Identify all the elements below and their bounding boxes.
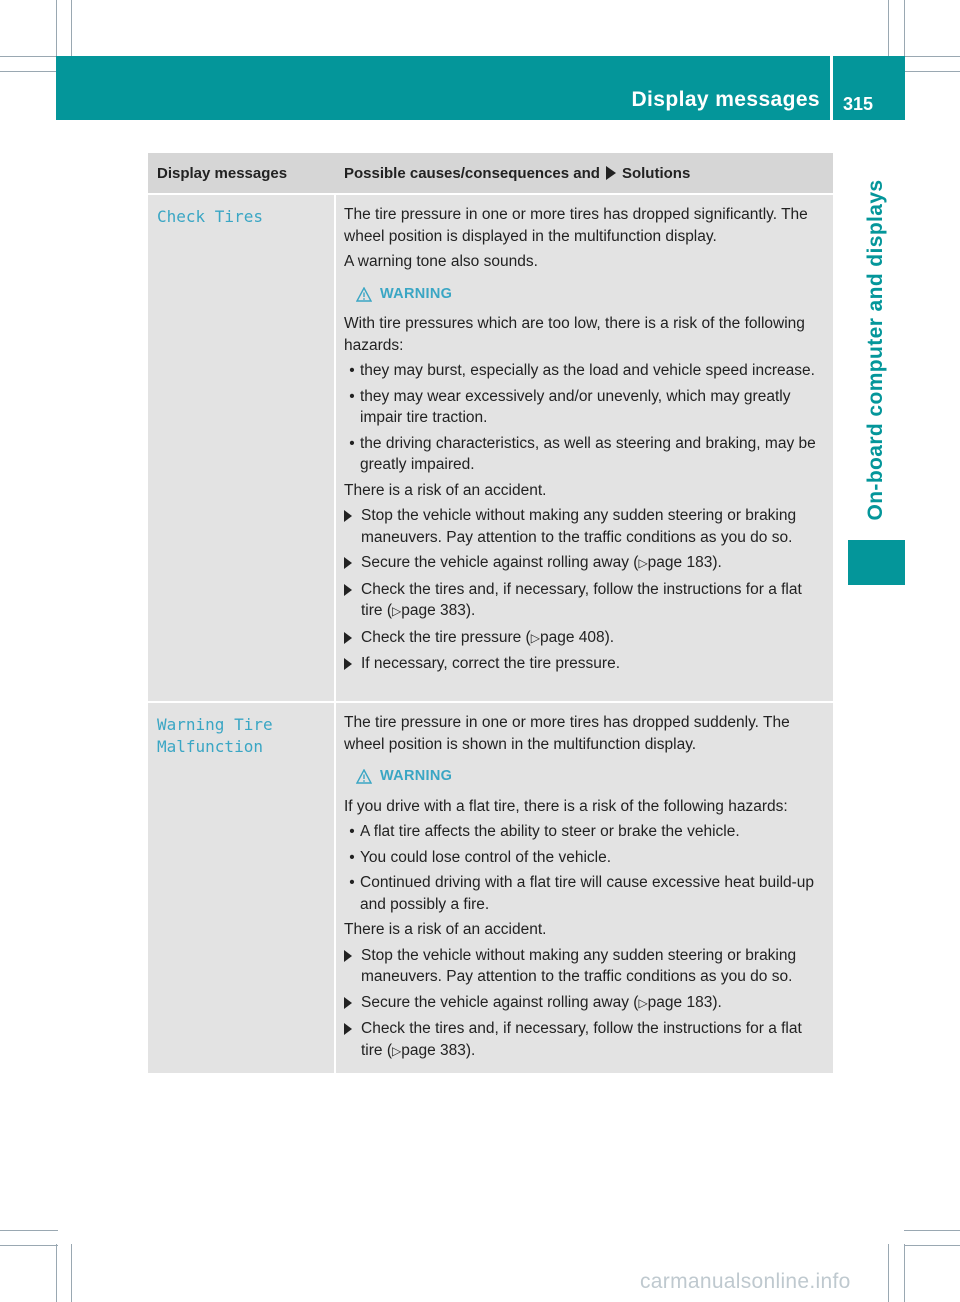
display-message-line: Warning Tire [157, 715, 273, 734]
step-arrow-icon [344, 627, 361, 650]
warning-triangle-icon [356, 287, 372, 302]
table-row [148, 195, 833, 701]
crop-mark [904, 71, 960, 72]
crop-mark [56, 0, 57, 58]
crop-mark [71, 1244, 72, 1302]
step-text: If necessary, correct the tire pressure. [361, 655, 621, 672]
page-ref-icon: ▷ [392, 604, 402, 618]
paragraph: The tire pressure in one or more tires has dropped significantly. The wheel position is displayed in the multifunction display. [344, 206, 808, 245]
paragraph: There is a risk of an accident. [344, 921, 547, 938]
bullet-icon: • [349, 874, 355, 891]
step-arrow-icon [344, 552, 361, 575]
instruction-step [344, 945, 827, 988]
list-item [344, 360, 827, 382]
page-ref-icon: ▷ [638, 995, 648, 1010]
instruction-step [344, 1018, 827, 1062]
section-tab-marker [848, 540, 905, 585]
list-item-text: You could lose control of the vehicle. [360, 848, 612, 866]
step-text: Check the tires and, if necessary, follow the instructions for a flat tire ( [361, 1020, 802, 1059]
instruction-step [344, 992, 827, 1015]
crop-mark [71, 0, 72, 58]
warning-label: WARNING [380, 768, 453, 784]
bullet-icon: • [349, 434, 355, 452]
crop-mark [904, 56, 960, 57]
crop-mark [0, 56, 58, 57]
instruction-step [344, 627, 827, 650]
bullet-icon: • [349, 387, 355, 405]
display-message [148, 703, 334, 1073]
step-arrow-icon [344, 653, 361, 675]
solution-cell [336, 703, 833, 1073]
paragraph: If you drive with a flat tire, there is a risk of the following hazards: [344, 797, 788, 815]
step-text: ). [712, 554, 722, 571]
paragraph: The tire pressure in one or more tires has dropped suddenly. The wheel position is shown in the multifunction display. [344, 714, 790, 753]
step-text: Stop the vehicle without making any sudden steering or braking maneuvers. Pay attention to the traffic conditions as you do so. [361, 946, 797, 985]
warning-triangle-icon [356, 769, 372, 784]
table-row [148, 703, 833, 1073]
crop-mark [904, 1245, 960, 1246]
crop-mark [904, 1244, 905, 1302]
crop-mark [0, 71, 58, 72]
page-ref-icon: ▷ [392, 1043, 402, 1058]
step-text: Check the tires and, if necessary, follow the instructions for a flat tire ( [361, 580, 802, 619]
page-ref[interactable]: page 183 [647, 554, 713, 571]
page-number: 315 [843, 94, 874, 114]
crop-mark [888, 1244, 889, 1302]
page-ref[interactable]: page 183 [647, 993, 713, 1011]
page-ref-icon: ▷ [638, 556, 648, 570]
crop-mark [904, 1230, 960, 1231]
paragraph: A warning tone also sounds. [344, 253, 538, 270]
list-item [344, 847, 827, 869]
instruction-step [344, 505, 827, 548]
step-arrow-icon [344, 992, 361, 1015]
list-item-text: the driving characteristics, as well as steering and braking, may be greatly impaired. [360, 434, 816, 473]
list-item [344, 386, 827, 429]
bullet-icon: • [349, 823, 355, 840]
table-header [148, 153, 833, 193]
step-text: ). [465, 602, 476, 619]
step-text: ). [604, 628, 615, 646]
column-header-solutions [336, 165, 833, 182]
list-item [344, 821, 827, 843]
crop-mark [56, 1244, 57, 1302]
list-item-text: they may wear excessively and/or unevenly, which may greatly impair tire traction. [360, 387, 791, 426]
page-ref-icon: ▷ [530, 630, 540, 645]
step-text: ). [712, 993, 722, 1011]
warning-heading [356, 284, 827, 306]
step-arrow-icon [344, 579, 361, 623]
list-item-text: Continued driving with a flat tire will cause excessive heat build-up and possibly a fire. [360, 874, 815, 913]
step-text: Secure the vehicle against rolling away ( [361, 993, 639, 1011]
page-ref[interactable]: page 408 [539, 628, 605, 646]
section-tab-label: On-board computer and displays [864, 179, 887, 521]
column-header-messages: Display messages [157, 164, 288, 182]
column-header-text: Possible causes/consequences and [344, 164, 600, 182]
warning-heading [356, 766, 827, 788]
crop-mark [0, 1245, 58, 1246]
list-item [344, 872, 827, 915]
bullet-icon: • [349, 848, 355, 866]
display-message: Check Tires [148, 195, 334, 701]
step-arrow-icon [344, 1018, 361, 1062]
paragraph: There is a risk of an accident. [344, 481, 547, 499]
instruction-step [344, 552, 827, 575]
page-ref[interactable]: page 383 [401, 602, 466, 619]
header-divider [830, 56, 833, 120]
instruction-step [344, 579, 827, 623]
step-text: Check the tire pressure ( [361, 628, 531, 646]
page-title: Display messages [631, 88, 820, 111]
step-text: Stop the vehicle without making any sudden steering or braking maneuvers. Pay attention to the traffic conditions as you do so. [361, 507, 797, 546]
list-item-text: they may burst, especially as the load and vehicle speed increase. [360, 362, 815, 379]
display-messages-table [148, 153, 833, 1073]
arrow-right-icon [606, 166, 616, 180]
crop-mark [904, 0, 905, 58]
column-header-text: Solutions [621, 164, 691, 182]
page-ref[interactable]: page 383 [401, 1041, 466, 1059]
warning-label: WARNING [380, 285, 453, 302]
bullet-icon: • [349, 362, 355, 379]
display-message-line: Malfunction [157, 737, 263, 756]
solution-cell [336, 195, 833, 701]
crop-mark [888, 0, 889, 58]
instruction-step [344, 653, 827, 675]
step-arrow-icon [344, 505, 361, 548]
watermark: carmanualsonline.info [640, 1270, 851, 1293]
step-arrow-icon [344, 945, 361, 988]
list-item-text: A flat tire affects the ability to steer or brake the vehicle. [360, 823, 740, 840]
step-text: ). [465, 1041, 476, 1059]
step-text: Secure the vehicle against rolling away ( [361, 554, 639, 571]
list-item [344, 433, 827, 476]
crop-mark [0, 1230, 58, 1231]
paragraph: With tire pressures which are too low, there is a risk of the following hazards: [344, 315, 805, 354]
